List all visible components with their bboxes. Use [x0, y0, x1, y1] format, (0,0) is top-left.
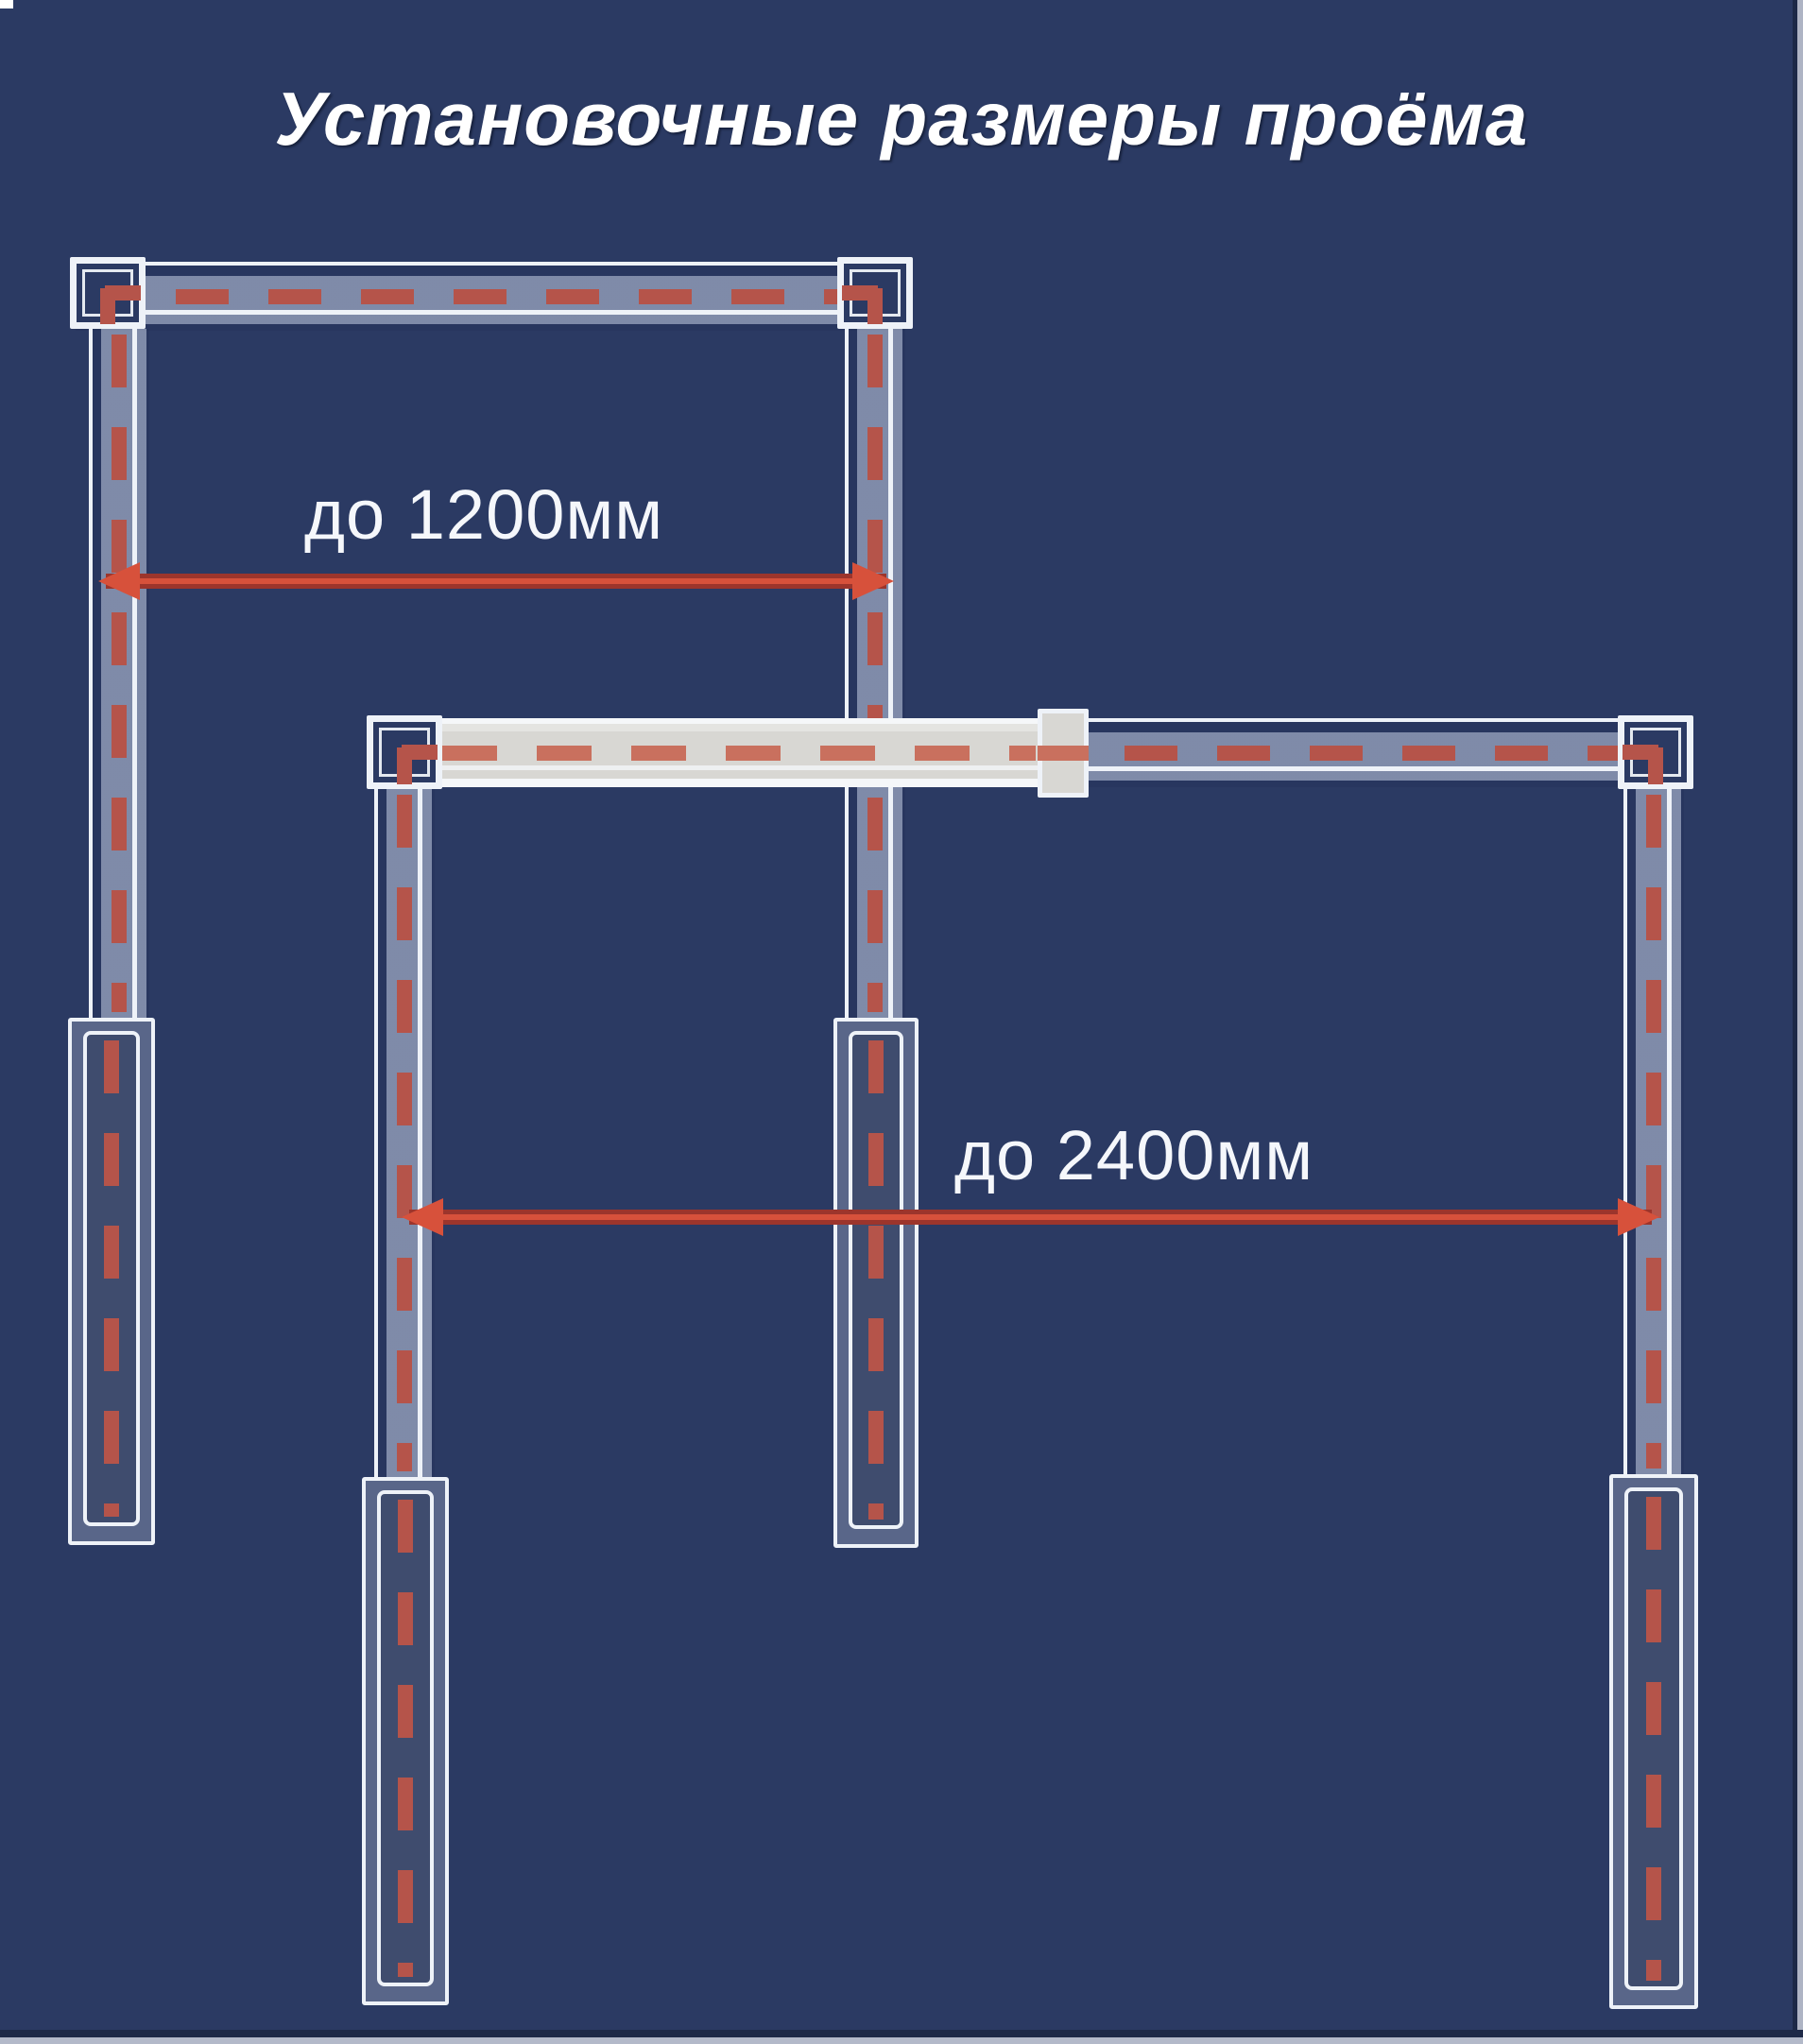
right-border-light: [1797, 0, 1803, 2044]
dimension-label-1200: до 1200мм: [303, 475, 664, 554]
corner-artifact: [0, 0, 13, 9]
axis-dash-line: [83, 289, 898, 304]
frame-large-left-post: [374, 789, 435, 1477]
axis-dash-line: [868, 1040, 884, 1520]
axis-dash-line: [1646, 795, 1661, 1469]
frame-large-beam-bright-segment: [435, 718, 1043, 787]
axis-dash-line: [442, 746, 1036, 761]
sleeve-inner: [83, 1031, 140, 1526]
bottom-border-light: [0, 2037, 1803, 2044]
axis-dash-line: [867, 335, 883, 1012]
frame-small-right-corner-box: [837, 257, 913, 329]
frame-large-right-corner-box: [1618, 715, 1693, 789]
frame-large-right-post: [1623, 789, 1684, 1474]
axis-dash-stub: [402, 745, 438, 760]
dimension-line-1200: [106, 574, 886, 589]
frame-small-left-post: [89, 329, 149, 1018]
frame-small-top-beam: [76, 262, 905, 331]
page-title: Установочные размеры проёма: [274, 77, 1529, 161]
beam-connector-box: [1038, 709, 1089, 798]
frame-large-left-sleeve: [362, 1477, 449, 2005]
frame-small-left-sleeve: [68, 1018, 155, 1545]
sleeve-inner: [849, 1031, 903, 1529]
frame-small-left-corner-box: [70, 257, 146, 329]
dimension-line-2400: [409, 1210, 1652, 1225]
axis-dash-line: [397, 795, 412, 1471]
axis-dash-line: [398, 1500, 413, 1977]
sleeve-inner: [377, 1490, 434, 1986]
dimension-label-2400: до 2400мм: [953, 1116, 1314, 1194]
bottom-border-dark: [0, 2030, 1803, 2037]
sleeve-inner: [1624, 1487, 1683, 1990]
frame-small-right-sleeve: [833, 1018, 919, 1548]
frame-large-left-corner-box: [367, 715, 442, 789]
axis-dash-stub: [1038, 746, 1089, 761]
axis-dash-stub: [105, 285, 141, 301]
axis-dash-line: [1646, 1497, 1661, 1981]
axis-dash-line: [112, 335, 127, 1012]
axis-dash-stub: [1623, 745, 1658, 760]
frame-large-right-sleeve: [1609, 1474, 1698, 2009]
axis-dash-stub: [842, 285, 878, 301]
axis-dash-line: [104, 1040, 119, 1517]
frame-small-right-post: [845, 329, 905, 1018]
